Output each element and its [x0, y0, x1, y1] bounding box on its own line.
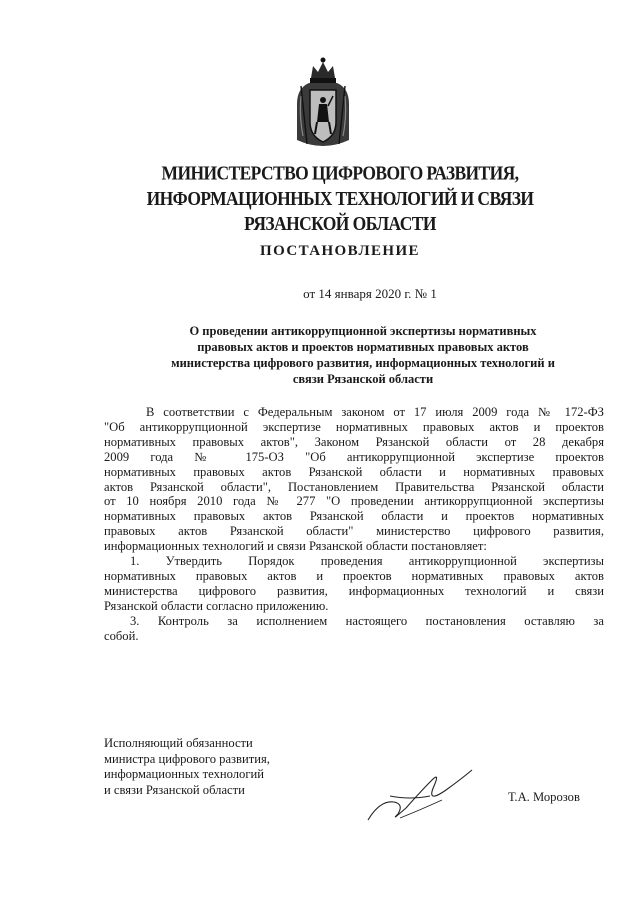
- document-type: ПОСТАНОВЛЕНИЕ: [260, 243, 420, 259]
- signer-title-line: министра цифрового развития,: [104, 751, 270, 766]
- organization-name: [100, 160, 580, 236]
- body-line: В соответствии с Федеральным законом от 17 июля 2009 года № 172-ФЗ: [146, 405, 604, 419]
- signer-title-line: и связи Рязанской области: [104, 782, 245, 797]
- signer-title-line: Исполняющий обязанности: [104, 736, 253, 750]
- body-line: министерства цифрового развития, информационных технологий и связи: [104, 583, 604, 598]
- body-line: от 10 ноября 2010 года № 277 "О проведении антикоррупционной экспертизы: [104, 494, 604, 509]
- subject-line: О проведении антикоррупционной экспертизы нормативных: [189, 324, 537, 338]
- body-line: нормативных правовых актов и проектов нормативных правовых актов: [104, 568, 604, 583]
- body-line: нормативных правовых актов", Законом Рязанской области от 28 декабря: [104, 434, 604, 449]
- document-subject: [118, 323, 608, 387]
- signer-title-line: информационных технологий: [104, 767, 264, 781]
- body-line: "Об антикоррупционной экспертизе нормативных правовых актов и проектов: [104, 419, 604, 434]
- body-line: Рязанской области согласно приложению.: [104, 598, 329, 613]
- signer-name: Т.А. Морозов: [508, 790, 580, 804]
- body-line: нормативных правовых актов Рязанской области и проектов нормативных: [104, 509, 604, 524]
- organization-line-3: РЯЗАНСКОЙ ОБЛАСТИ: [244, 211, 436, 235]
- document-body: [104, 405, 604, 644]
- signature-icon: [360, 760, 480, 830]
- organization-line-1: МИНИСТЕРСТВО ЦИФРОВОГО РАЗВИТИЯ,: [161, 161, 519, 185]
- date-and-number: от 14 января 2020 г. № 1: [303, 286, 437, 301]
- subject-line: министерства цифрового развития, информационных технологий и: [171, 356, 555, 370]
- coat-of-arms-icon: [293, 56, 353, 154]
- body-line: нормативных правовых актов Рязанской области и нормативных правовых: [104, 464, 604, 479]
- body-line: 2009 года № 175-ОЗ "Об антикоррупционной экспертизе проектов: [104, 449, 604, 464]
- organization-line-2: ИНФОРМАЦИОННЫХ ТЕХНОЛОГИЙ И СВЯЗИ: [146, 186, 534, 210]
- body-line: информационных технологий и связи Рязанской области постановляет:: [104, 539, 487, 554]
- body-line: собой.: [104, 628, 139, 643]
- subject-line: связи Рязанской области: [292, 372, 434, 386]
- body-line: 3. Контроль за исполнением настоящего постановления оставляю за: [130, 613, 604, 628]
- subject-line: правовых актов и проектов нормативных правовых актов: [197, 340, 529, 354]
- body-line: 1. Утвердить Порядок проведения антикоррупционной экспертизы: [130, 554, 604, 569]
- body-line: правовых актов Рязанской области" министерство цифрового развития,: [104, 524, 604, 539]
- body-line: актов Рязанской области", Постановлением Правительства Рязанской области: [104, 479, 604, 494]
- signer-title: [104, 736, 270, 798]
